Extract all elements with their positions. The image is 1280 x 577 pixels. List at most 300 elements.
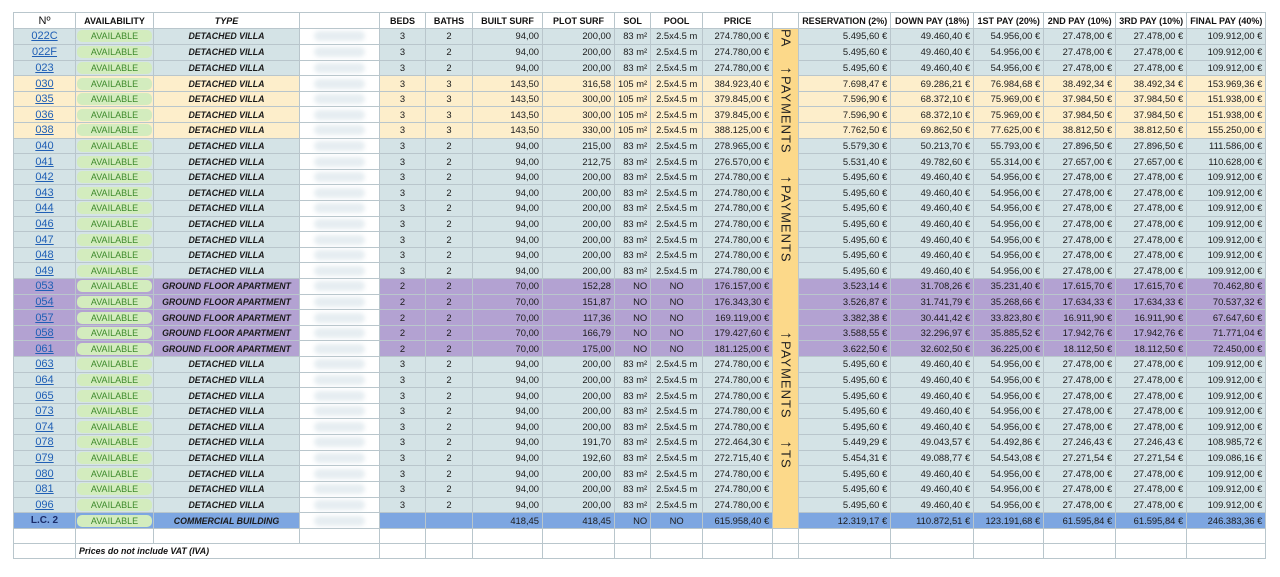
unit-id-cell	[14, 201, 76, 217]
unit-link[interactable]: 079	[35, 452, 54, 465]
redaction-blur	[314, 359, 365, 369]
price-cell: 278.965,00 €	[703, 138, 773, 154]
redaction-blur	[314, 172, 365, 182]
plot-cell: 200,00	[543, 497, 615, 513]
unit-link[interactable]: 022C	[31, 30, 58, 43]
unit-link[interactable]: 035	[35, 93, 54, 106]
unit-link[interactable]: 081	[35, 483, 54, 496]
availability-cell	[76, 169, 154, 185]
beds-cell: 3	[380, 450, 426, 466]
unit-id-cell	[14, 357, 76, 373]
down-cell: 49.460,40 €	[891, 263, 974, 279]
unit-link[interactable]: 080	[35, 467, 54, 480]
availability-badge: AVAILABLE	[77, 499, 152, 511]
p2-cell: 27.478,00 €	[1044, 232, 1116, 248]
availability-badge: AVAILABLE	[77, 483, 152, 495]
baths-cell: 2	[426, 247, 473, 263]
sol-cell: 83 m²	[615, 357, 651, 373]
reservation-cell: 5.495,60 €	[799, 403, 891, 419]
unit-link[interactable]: 057	[35, 311, 54, 324]
redaction-blur	[314, 79, 365, 89]
vat-note: Prices do not include VAT (IVA)	[76, 544, 380, 559]
empty-cell	[615, 544, 651, 559]
unit-type: DETACHED VILLA	[154, 419, 300, 435]
table-row	[14, 91, 1266, 107]
availability-badge: AVAILABLE	[77, 358, 152, 370]
unit-id-cell	[14, 29, 76, 45]
built-cell: 94,00	[473, 154, 543, 170]
unit-type: COMMERCIAL BUILDING	[154, 513, 300, 529]
table-row	[14, 497, 1266, 513]
price-cell: 274.780,00 €	[703, 372, 773, 388]
reservation-cell: 5.495,60 €	[799, 263, 891, 279]
p1-cell: 76.984,68 €	[974, 76, 1044, 92]
redaction-blur	[314, 203, 365, 213]
redaction-blur	[314, 313, 365, 323]
beds-cell: 3	[380, 138, 426, 154]
sol-cell: 105 m²	[615, 91, 651, 107]
built-cell: 94,00	[473, 450, 543, 466]
baths-cell: 2	[426, 388, 473, 404]
beds-cell: 3	[380, 357, 426, 373]
p1-cell: 54.956,00 €	[974, 169, 1044, 185]
p1-cell: 35.231,40 €	[974, 279, 1044, 295]
sol-cell: NO	[615, 325, 651, 341]
unit-link[interactable]: 022F	[31, 46, 58, 59]
unit-link[interactable]: 074	[35, 420, 54, 433]
unit-link[interactable]: 058	[35, 327, 54, 340]
redaction-blur	[314, 375, 365, 385]
p3-cell: 27.478,00 €	[1116, 357, 1187, 373]
redacted-cell	[300, 44, 380, 60]
redaction-blur	[314, 437, 365, 447]
final-cell: 72.450,00 €	[1187, 341, 1266, 357]
pool-cell: 2.5x4.5 m	[651, 482, 703, 498]
unit-id-cell	[14, 341, 76, 357]
p3-cell: 27.478,00 €	[1116, 247, 1187, 263]
reservation-cell: 3.382,38 €	[799, 310, 891, 326]
header-price: PRICE	[703, 13, 773, 29]
header-row	[14, 13, 1266, 29]
final-cell: 109.086,16 €	[1187, 450, 1266, 466]
down-cell: 110.872,51 €	[891, 513, 974, 529]
p2-cell: 27.478,00 €	[1044, 497, 1116, 513]
redacted-cell	[300, 169, 380, 185]
p2-cell: 27.478,00 €	[1044, 60, 1116, 76]
unit-link[interactable]: 046	[35, 217, 54, 230]
p2-cell: 61.595,84 €	[1044, 513, 1116, 529]
baths-cell	[426, 513, 473, 529]
p3-cell: 27.478,00 €	[1116, 185, 1187, 201]
price-cell: 276.570,00 €	[703, 154, 773, 170]
beds-cell: 2	[380, 325, 426, 341]
availability-cell	[76, 44, 154, 60]
unit-link[interactable]: 036	[35, 108, 54, 121]
plot-cell: 200,00	[543, 185, 615, 201]
price-cell: 274.780,00 €	[703, 185, 773, 201]
down-cell: 49.460,40 €	[891, 232, 974, 248]
p2-cell: 27.478,00 €	[1044, 403, 1116, 419]
price-cell: 274.780,00 €	[703, 60, 773, 76]
baths-cell: 2	[426, 450, 473, 466]
redaction-blur	[314, 235, 365, 245]
baths-cell: 2	[426, 185, 473, 201]
p3-cell: 27.896,50 €	[1116, 138, 1187, 154]
p2-cell: 27.478,00 €	[1044, 388, 1116, 404]
beds-cell: 3	[380, 216, 426, 232]
beds-cell: 3	[380, 201, 426, 217]
empty-cell	[473, 544, 543, 559]
empty-cell	[1187, 529, 1266, 544]
final-cell: 70.537,32 €	[1187, 294, 1266, 310]
p2-cell: 37.984,50 €	[1044, 107, 1116, 123]
availability-cell	[76, 91, 154, 107]
availability-cell	[76, 247, 154, 263]
unit-type: DETACHED VILLA	[154, 435, 300, 451]
redaction-blur	[314, 47, 365, 57]
header-built: BUILT SURF	[473, 13, 543, 29]
beds-cell: 3	[380, 435, 426, 451]
availability-badge: AVAILABLE	[77, 327, 152, 339]
reservation-cell: 5.495,60 €	[799, 169, 891, 185]
unit-link[interactable]: 078	[35, 436, 54, 449]
built-cell: 94,00	[473, 372, 543, 388]
final-cell: 109.912,00 €	[1187, 357, 1266, 373]
p1-cell: 77.625,00 €	[974, 123, 1044, 139]
unit-id-cell	[14, 185, 76, 201]
unit-link[interactable]: 040	[35, 139, 54, 152]
built-cell: 94,00	[473, 185, 543, 201]
pool-cell: 2.5x4.5 m	[651, 357, 703, 373]
table-row	[14, 294, 1266, 310]
availability-badge: AVAILABLE	[77, 374, 152, 386]
redacted-cell	[300, 388, 380, 404]
availability-cell	[76, 450, 154, 466]
redacted-cell	[300, 497, 380, 513]
reservation-cell: 5.531,40 €	[799, 154, 891, 170]
unit-id-cell	[14, 450, 76, 466]
header-reservation: RESERVATION (2%)	[799, 13, 891, 29]
availability-cell	[76, 403, 154, 419]
table-row	[14, 216, 1266, 232]
price-cell: 181.125,00 €	[703, 341, 773, 357]
pool-cell: NO	[651, 279, 703, 295]
unit-link[interactable]: 048	[35, 249, 54, 262]
final-cell: 110.628,00 €	[1187, 154, 1266, 170]
availability-cell	[76, 388, 154, 404]
final-cell: 109.912,00 €	[1187, 232, 1266, 248]
p3-cell: 61.595,84 €	[1116, 513, 1187, 529]
sol-cell: 83 m²	[615, 216, 651, 232]
built-cell: 94,00	[473, 169, 543, 185]
availability-cell	[76, 216, 154, 232]
p1-cell: 54.956,00 €	[974, 60, 1044, 76]
final-cell: 67.647,60 €	[1187, 310, 1266, 326]
unit-type: DETACHED VILLA	[154, 216, 300, 232]
p3-cell: 27.478,00 €	[1116, 60, 1187, 76]
table-row	[14, 123, 1266, 139]
pool-cell: 2.5x4.5 m	[651, 435, 703, 451]
final-cell: 109.912,00 €	[1187, 60, 1266, 76]
p2-cell: 27.478,00 €	[1044, 466, 1116, 482]
down-cell: 49.460,40 €	[891, 216, 974, 232]
empty-cell	[615, 529, 651, 544]
p2-cell: 27.478,00 €	[1044, 201, 1116, 217]
down-cell: 49.460,40 €	[891, 482, 974, 498]
baths-cell: 3	[426, 91, 473, 107]
built-cell: 70,00	[473, 341, 543, 357]
redacted-cell	[300, 154, 380, 170]
unit-id-cell	[14, 435, 76, 451]
p3-cell: 27.478,00 €	[1116, 29, 1187, 45]
availability-badge: AVAILABLE	[77, 218, 152, 230]
p3-cell: 27.657,00 €	[1116, 154, 1187, 170]
unit-type: DETACHED VILLA	[154, 123, 300, 139]
table-row	[14, 138, 1266, 154]
unit-link[interactable]: 042	[35, 171, 54, 184]
unit-id-cell	[14, 388, 76, 404]
unit-link[interactable]: 041	[35, 155, 54, 168]
header-p1: 1ST PAY (20%)	[974, 13, 1044, 29]
built-cell: 94,00	[473, 466, 543, 482]
empty-cell	[703, 529, 773, 544]
availability-badge: AVAILABLE	[77, 187, 152, 199]
table-row	[14, 185, 1266, 201]
redaction-blur	[314, 31, 365, 41]
redacted-cell	[300, 263, 380, 279]
sol-cell: 83 m²	[615, 29, 651, 45]
final-cell: 109.912,00 €	[1187, 185, 1266, 201]
unit-type: DETACHED VILLA	[154, 29, 300, 45]
built-cell: 70,00	[473, 310, 543, 326]
unit-link[interactable]: 044	[35, 202, 54, 215]
unit-link[interactable]: 063	[35, 358, 54, 371]
availability-badge: AVAILABLE	[77, 296, 152, 308]
availability-cell	[76, 76, 154, 92]
availability-cell	[76, 325, 154, 341]
baths-cell: 2	[426, 169, 473, 185]
p3-cell: 27.478,00 €	[1116, 216, 1187, 232]
unit-id-cell	[14, 60, 76, 76]
unit-link[interactable]: 023	[35, 61, 54, 74]
unit-type: DETACHED VILLA	[154, 154, 300, 170]
baths-cell: 2	[426, 403, 473, 419]
p2-cell: 27.271,54 €	[1044, 450, 1116, 466]
final-cell: 109.912,00 €	[1187, 372, 1266, 388]
pool-cell: 2.5x4.5 m	[651, 44, 703, 60]
redacted-cell	[300, 357, 380, 373]
p3-cell: 27.478,00 €	[1116, 482, 1187, 498]
price-cell: 274.780,00 €	[703, 201, 773, 217]
unit-type: DETACHED VILLA	[154, 169, 300, 185]
final-cell: 109.912,00 €	[1187, 216, 1266, 232]
plot-cell: 200,00	[543, 60, 615, 76]
sol-cell: 83 m²	[615, 372, 651, 388]
availability-badge: AVAILABLE	[77, 140, 152, 152]
final-cell: 109.912,00 €	[1187, 201, 1266, 217]
unit-link[interactable]: 030	[35, 77, 54, 90]
unit-type: DETACHED VILLA	[154, 388, 300, 404]
unit-link[interactable]: 043	[35, 186, 54, 199]
reservation-cell: 3.622,50 €	[799, 341, 891, 357]
p2-cell: 27.657,00 €	[1044, 154, 1116, 170]
built-cell: 94,00	[473, 201, 543, 217]
beds-cell	[380, 513, 426, 529]
unit-id-cell	[14, 91, 76, 107]
p2-cell: 27.478,00 €	[1044, 185, 1116, 201]
plot-cell: 300,00	[543, 107, 615, 123]
empty-cell	[543, 544, 615, 559]
availability-cell	[76, 310, 154, 326]
redacted-cell	[300, 107, 380, 123]
p1-cell: 123.191,68 €	[974, 513, 1044, 529]
p2-cell: 27.478,00 €	[1044, 216, 1116, 232]
sol-cell: 83 m²	[615, 169, 651, 185]
availability-badge: AVAILABLE	[77, 156, 152, 168]
sol-cell: 83 m²	[615, 435, 651, 451]
redaction-blur	[314, 141, 365, 151]
availability-badge: AVAILABLE	[77, 343, 152, 355]
sol-cell: NO	[615, 341, 651, 357]
unit-type: GROUND FLOOR APARTMENT	[154, 294, 300, 310]
redaction-blur	[314, 328, 365, 338]
pool-cell: 2.5x4.5 m	[651, 107, 703, 123]
empty-cell	[14, 529, 76, 544]
plot-cell: 200,00	[543, 232, 615, 248]
pool-cell: 2.5x4.5 m	[651, 466, 703, 482]
beds-cell: 3	[380, 169, 426, 185]
reservation-cell: 5.579,30 €	[799, 138, 891, 154]
table-row	[14, 450, 1266, 466]
unit-type: GROUND FLOOR APARTMENT	[154, 279, 300, 295]
plot-cell: 200,00	[543, 247, 615, 263]
arrow-right-icon: →	[777, 434, 794, 451]
unit-link[interactable]: 064	[35, 373, 54, 386]
header-availability: AVAILABILITY	[76, 13, 154, 29]
plot-cell: 330,00	[543, 123, 615, 139]
payments-label: PAYMENTS	[778, 75, 794, 154]
unit-link[interactable]: 047	[35, 233, 54, 246]
unit-link[interactable]: 061	[35, 342, 54, 355]
price-cell: 274.780,00 €	[703, 232, 773, 248]
sol-cell: NO	[615, 513, 651, 529]
plot-cell: 215,00	[543, 138, 615, 154]
beds-cell: 3	[380, 263, 426, 279]
built-cell: 94,00	[473, 435, 543, 451]
built-cell: 70,00	[473, 279, 543, 295]
unit-type: DETACHED VILLA	[154, 482, 300, 498]
p2-cell: 27.246,43 €	[1044, 435, 1116, 451]
table-row	[14, 357, 1266, 373]
unit-link[interactable]: 053	[35, 280, 54, 293]
price-cell: 176.157,00 €	[703, 279, 773, 295]
plot-cell: 200,00	[543, 419, 615, 435]
table-row	[14, 247, 1266, 263]
final-cell: 246.383,36 €	[1187, 513, 1266, 529]
availability-cell	[76, 372, 154, 388]
price-cell: 379.845,00 €	[703, 91, 773, 107]
unit-link[interactable]: 038	[35, 124, 54, 137]
reservation-cell: 5.495,60 €	[799, 44, 891, 60]
unit-id-cell	[14, 419, 76, 435]
p1-cell: 55.314,00 €	[974, 154, 1044, 170]
pool-cell: 2.5x4.5 m	[651, 372, 703, 388]
down-cell: 32.296,97 €	[891, 325, 974, 341]
redaction-blur	[314, 266, 365, 276]
p2-cell: 27.478,00 €	[1044, 357, 1116, 373]
availability-badge: AVAILABLE	[77, 171, 152, 183]
p1-cell: 54.492,86 €	[974, 435, 1044, 451]
empty-cell	[1044, 529, 1116, 544]
beds-cell: 3	[380, 44, 426, 60]
p3-cell: 27.478,00 €	[1116, 466, 1187, 482]
redaction-blur	[314, 157, 365, 167]
sol-cell: 83 m²	[615, 388, 651, 404]
final-cell: 109.912,00 €	[1187, 247, 1266, 263]
unit-type: DETACHED VILLA	[154, 263, 300, 279]
header-payments	[773, 13, 799, 29]
unit-id-cell	[14, 310, 76, 326]
payments-band	[773, 29, 799, 76]
redacted-cell	[300, 466, 380, 482]
pool-cell: 2.5x4.5 m	[651, 232, 703, 248]
built-cell: 70,00	[473, 294, 543, 310]
p1-cell: 54.956,00 €	[974, 263, 1044, 279]
reservation-cell: 5.495,60 €	[799, 388, 891, 404]
availability-badge: AVAILABLE	[77, 312, 152, 324]
empty-cell	[543, 529, 615, 544]
payments-band	[773, 450, 799, 529]
availability-badge: AVAILABLE	[77, 436, 152, 448]
p1-cell: 54.956,00 €	[974, 29, 1044, 45]
table-row	[14, 325, 1266, 341]
unit-link[interactable]: 065	[35, 389, 54, 402]
pool-cell: 2.5x4.5 m	[651, 450, 703, 466]
baths-cell: 2	[426, 44, 473, 60]
availability-badge: AVAILABLE	[77, 78, 152, 90]
price-cell: 176.343,30 €	[703, 294, 773, 310]
redaction-blur	[314, 125, 365, 135]
empty-cell	[380, 544, 426, 559]
empty-cell	[891, 529, 974, 544]
unit-link[interactable]: 049	[35, 264, 54, 277]
final-cell: 111.586,00 €	[1187, 138, 1266, 154]
table-row	[14, 201, 1266, 217]
empty-cell	[773, 529, 799, 544]
payments-band	[773, 341, 799, 450]
built-cell: 94,00	[473, 419, 543, 435]
built-cell: 70,00	[473, 325, 543, 341]
p1-cell: 75.969,00 €	[974, 91, 1044, 107]
final-cell: 109.912,00 €	[1187, 419, 1266, 435]
table-row	[14, 107, 1266, 123]
unit-link[interactable]: 054	[35, 295, 54, 308]
redacted-cell	[300, 216, 380, 232]
unit-link[interactable]: 096	[35, 499, 54, 512]
pool-cell: 2.5x4.5 m	[651, 29, 703, 45]
beds-cell: 3	[380, 388, 426, 404]
header-redacted	[300, 13, 380, 29]
final-cell: 71.771,04 €	[1187, 325, 1266, 341]
unit-id-cell	[14, 497, 76, 513]
final-cell: 109.912,00 €	[1187, 388, 1266, 404]
down-cell: 49.460,40 €	[891, 419, 974, 435]
table-row	[14, 60, 1266, 76]
arrow-right-icon: →	[777, 59, 794, 76]
header-no: Nº	[14, 13, 76, 29]
unit-link[interactable]: 073	[35, 405, 54, 418]
reservation-cell: 3.526,87 €	[799, 294, 891, 310]
